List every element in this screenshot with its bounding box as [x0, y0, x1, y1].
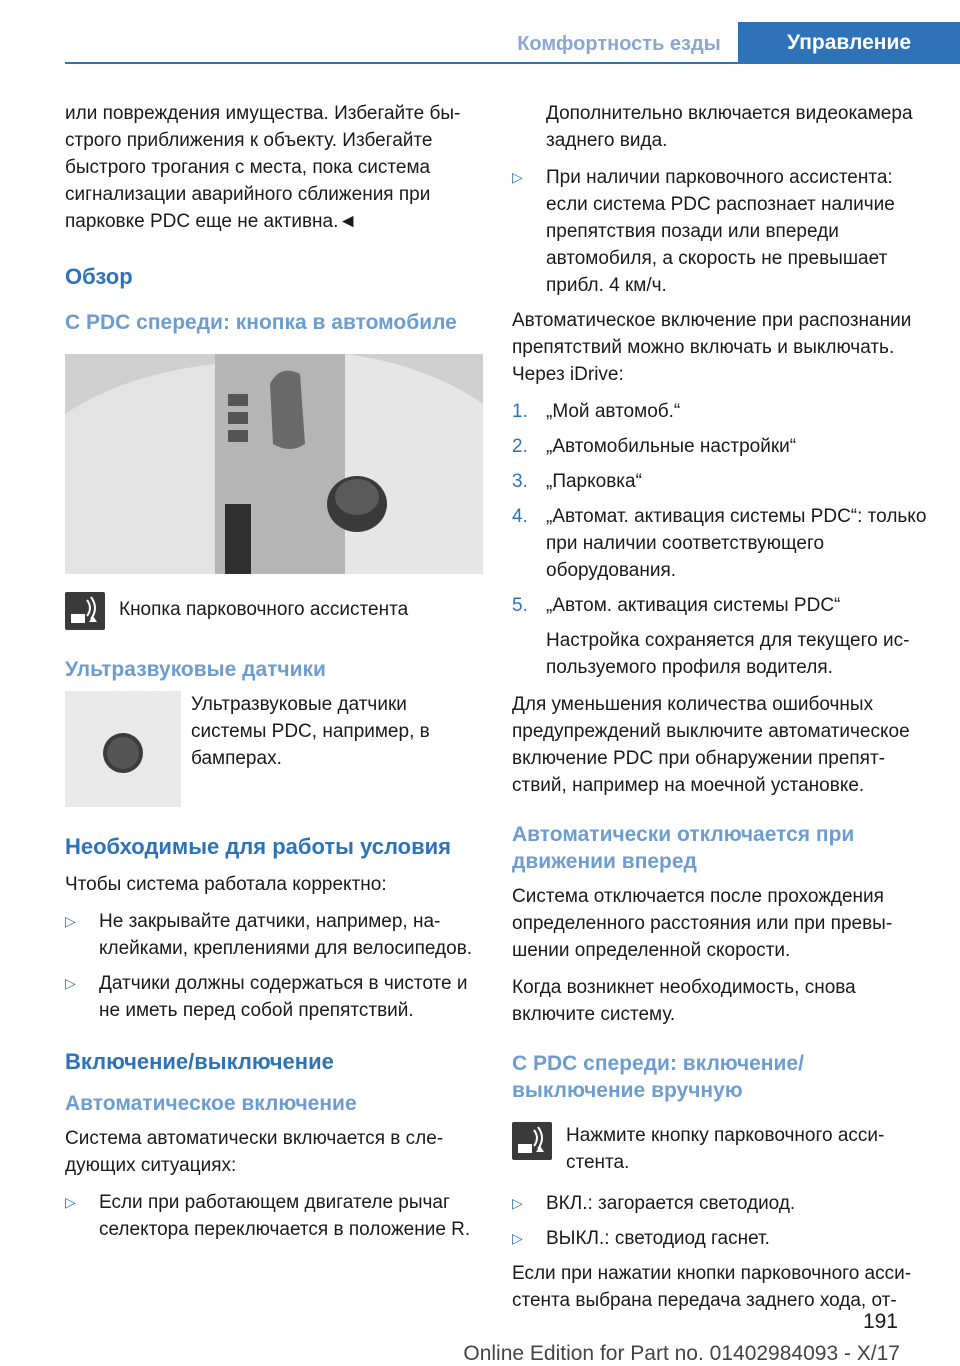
step-item: 2. „Автомобильные настройки“: [512, 436, 797, 457]
heading-auto-off: Автоматически отключается при движении вперед: [512, 823, 855, 873]
sensors-description: Ультразвуковые датчики системы PDC, например, в бамперах.: [191, 694, 430, 769]
sensor-block: [65, 691, 483, 807]
last-paragraph: Если при нажатии кнопки парковочного асси-стента выбрана передача заднего хода, от-: [512, 1263, 912, 1311]
auto-on-list: [65, 1189, 483, 1243]
console-photo: [65, 354, 483, 574]
idrive-steps: [512, 398, 932, 619]
step-item: 3. „Парковка“: [512, 471, 642, 492]
page-number: 191: [862, 1310, 898, 1333]
step-item: 1. „Мой автомоб.“: [512, 401, 681, 422]
auto-on-intro: Система автоматически включается в сле-дующих ситуациях:: [65, 1128, 444, 1176]
list-item: ▷ Если при работающем двигателе рычаг селектора переключается в положение R.: [65, 1189, 483, 1243]
header-tab-comfort: Комфортность езды: [500, 26, 738, 62]
auto-detect-paragraph: Автоматическое включение при распознании препятствий можно включать и выключать. Через iDrive:: [512, 310, 912, 385]
reduce-warnings-paragraph: Для уменьшения количества ошибочных предупреждений выключите автоматическое включение PDC при обнаружении препят-ствий, например на моечной установке.: [512, 694, 910, 796]
manual-button-legend: [512, 1122, 932, 1176]
heading-conditions: Необходимые для работы условия: [65, 834, 451, 859]
header-rule: [65, 62, 960, 64]
bullet-triangle-icon: ▷: [65, 975, 76, 991]
heading-ultrasonic-sensors: Ультразвуковые датчики: [65, 658, 326, 681]
bullet-triangle-icon: ▷: [512, 1230, 523, 1246]
step-item: 4. „Автомат. активация системы PDC“: только при наличии соответствующего оборудования.: [512, 506, 927, 581]
pdc-button-caption: Кнопка парковочного ассистента: [119, 599, 409, 620]
parking-assistant-icon: [512, 1122, 552, 1160]
conditions-list: [65, 908, 483, 1024]
console-illustration: [65, 354, 483, 574]
camera-continuation: Дополнительно включается видеокамера заднего вида.: [546, 103, 913, 151]
list-item: ▷ При наличии парковочного ассистента: если система PDC распознает наличие препятствия позади или впереди автомобиля, а скорость не превышает прибл. 4 км/ч.: [512, 164, 932, 299]
bullet-triangle-icon: ▷: [512, 169, 523, 185]
heading-manual-on-off: С PDC спереди: включение/ выключение вручную: [512, 1052, 804, 1102]
conditions-intro: Чтобы система работала корректно:: [65, 874, 387, 895]
list-item: ▷ ВЫКЛ.: светодиод гаснет.: [512, 1225, 932, 1252]
header-tab-controls: Управление: [738, 22, 960, 64]
bullet-triangle-icon: ▷: [65, 1194, 76, 1210]
auto-off-paragraph-2: Когда возникнет необходимость, снова включите систему.: [512, 977, 856, 1025]
heading-pdc-front-button: С PDC спереди: кнопка в автомобиле: [65, 311, 457, 334]
manual-list: [512, 1190, 932, 1252]
sensor-image: [65, 691, 181, 807]
parking-assistant-icon: [65, 592, 105, 630]
list-item: ▷ Датчики должны содержаться в чистоте и не иметь перед собой препятствий.: [65, 970, 483, 1024]
bullet-triangle-icon: ▷: [512, 1195, 523, 1211]
auto-on-list-continued: [512, 164, 932, 299]
step5-note: Настройка сохраняется для текущего ис-пользуемого профиля водителя.: [546, 630, 910, 678]
left-column: [65, 100, 483, 1251]
step-item: 5. „Автом. активация системы PDC“: [512, 595, 841, 616]
pdc-button-legend: [65, 592, 483, 630]
right-column: [512, 100, 932, 1324]
list-item: ▷ ВКЛ.: загорается светодиод.: [512, 1190, 932, 1217]
manual-button-caption: Нажмите кнопку парковочного асси-стента.: [566, 1125, 885, 1173]
bullet-triangle-icon: ▷: [65, 913, 76, 929]
intro-paragraph: или повреждения имущества. Избегайте бы-строго приближения к объекту. Избегайте быстрого трогания с места, пока система сигнализации аварийного сближения при парковке PDC еще не активна.◄: [65, 103, 461, 232]
edition-footer: Online Edition for Part no. 01402984093 - X/17: [463, 1342, 900, 1365]
heading-overview: Обзор: [65, 264, 133, 289]
heading-on-off: Включение/выключение: [65, 1049, 334, 1074]
list-item: ▷ Не закрывайте датчики, например, на-клейками, креплениями для велосипедов.: [65, 908, 483, 962]
heading-auto-on: Автоматическое включение: [65, 1092, 357, 1115]
auto-off-paragraph-1: Система отключается после прохождения определенного расстояния или при превы-шении определенной скорости.: [512, 886, 893, 961]
